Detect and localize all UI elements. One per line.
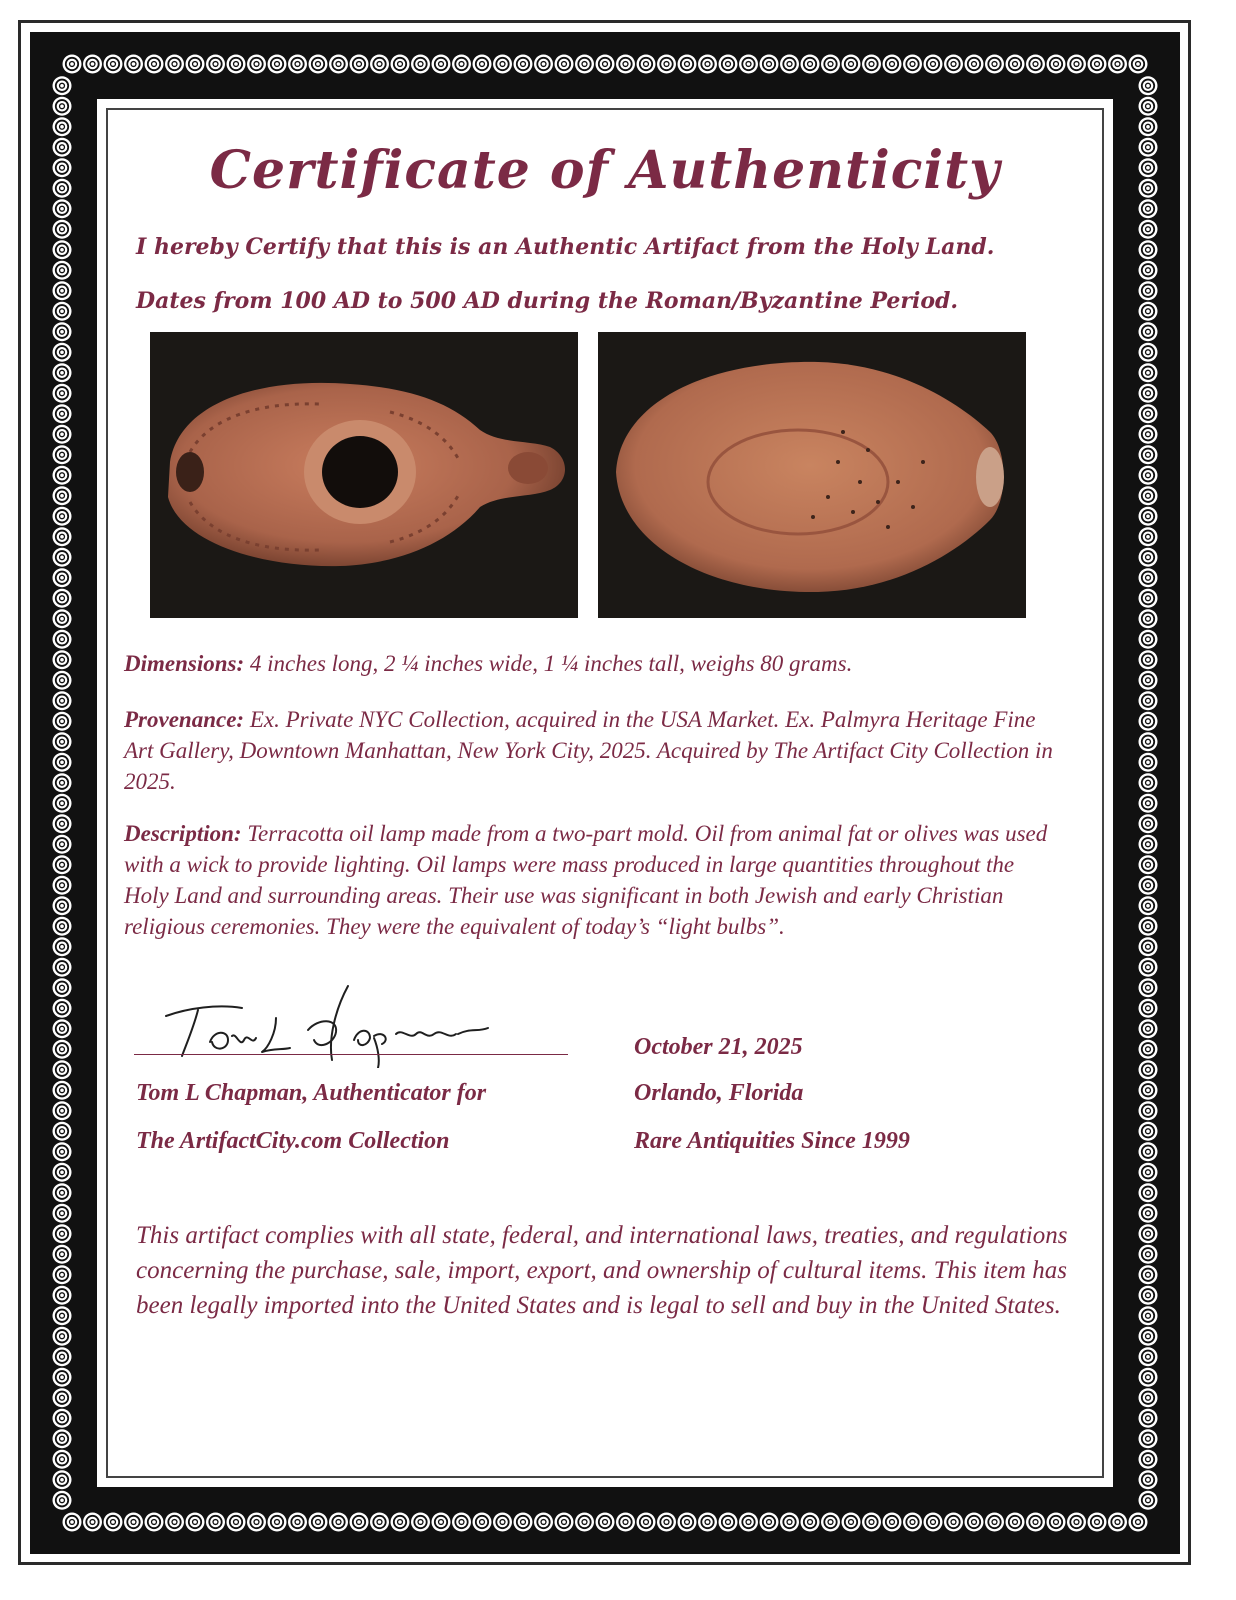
business-tagline: Rare Antiquities Since 1999	[634, 1128, 910, 1154]
description-label: Description:	[124, 821, 242, 846]
certificate-date: October 21, 2025	[634, 1034, 803, 1060]
legal-compliance-statement: This artifact complies with all state, federal, and international laws, treaties, and regulations concerning the purchase, sale, import, export, and ownership of cultural items. This item has been legally imported into the United States and is legal to sell and buy in the United States.	[136, 1222, 1068, 1319]
dimensions-label: Dimensions:	[124, 651, 245, 676]
description-text: Terracotta oil lamp made from a two-part mold. Oil from animal fat or olives was used with a wick to provide lighting. Oil lamps were mass produced in large quantities throughout the Holy Land and surrounding areas. Their use was significant in both Jewish and early Christian religious ceremonies. They were the equivalent of today’s “light bulbs”.	[124, 821, 1048, 939]
certification-statement: I hereby Certify that this is an Authentic Artifact from the Holy Land.	[136, 234, 995, 260]
certificate-body	[106, 108, 1104, 1478]
signature-line	[134, 1054, 568, 1055]
certificate-location: Orlando, Florida	[634, 1080, 804, 1106]
provenance-section	[124, 704, 1064, 797]
authenticator-name: Tom L Chapman, Authenticator for	[136, 1080, 487, 1106]
oil-lamp-top-view-photo	[150, 332, 578, 618]
dimensions-section	[124, 648, 1064, 679]
dimensions-text: 4 inches long, 2 ¼ inches wide, 1 ¼ inches tall, weighs 80 grams.	[244, 651, 853, 676]
oil-lamp-bottom-view-photo	[598, 332, 1026, 618]
authenticator-collection: The ArtifactCity.com Collection	[136, 1128, 450, 1154]
provenance-label: Provenance:	[124, 707, 245, 732]
description-section	[124, 818, 1064, 942]
dating-statement: Dates from 100 AD to 500 AD during the Roman/Byzantine Period.	[136, 288, 959, 314]
certificate-title: Certificate of Authenticity	[209, 140, 1001, 201]
provenance-text: Ex. Private NYC Collection, acquired in the USA Market. Ex. Palmyra Heritage Fine Art Gallery, Downtown Manhattan, New York City, 2025. Acquired by The Artifact City Collection in 2025.	[124, 707, 1053, 794]
